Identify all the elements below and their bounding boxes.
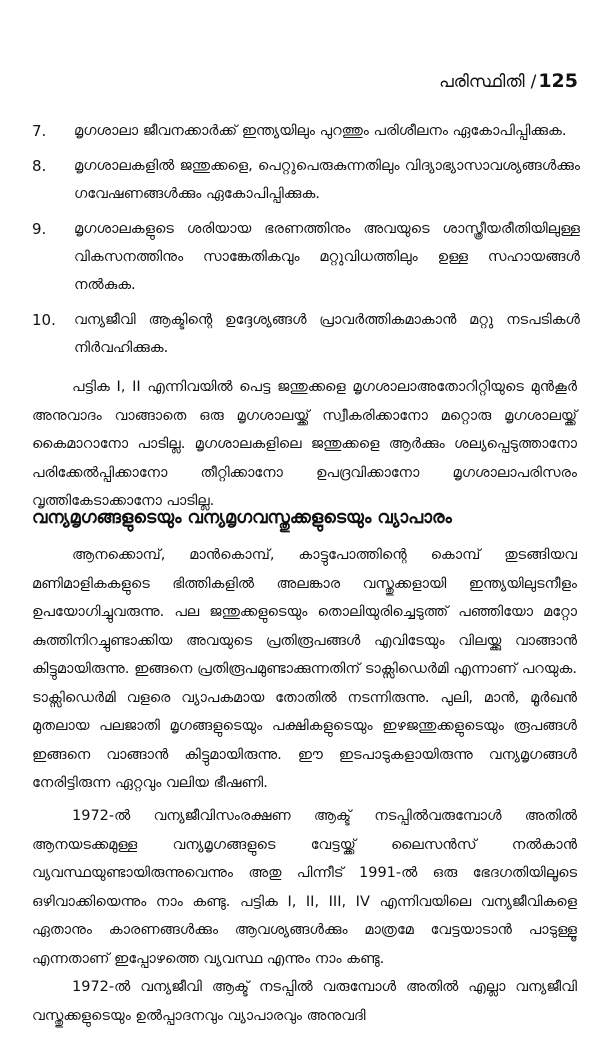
running-header xyxy=(439,70,578,92)
list-item xyxy=(32,152,580,208)
paragraph-taxidermy: ആനക്കൊമ്പ്, മാൻകൊമ്പ്, കാട്ടുപോത്തിന്റെ കൊമ്പ് തുടങ്ങിയവ മണിമാളികകളുടെ ഭിത്തികളിൽ അലങ്കാര വസ്തുക്കളായി ഇന്ത്യയിലുടനീളം ഉപയോഗിച്ചുവരുന്നു. പല ജന്തുക്കളുടെയും തൊലിയുരിച്ചെടുത്ത് പഞ്ഞിയോ മറ്റോ കുത്തിനിറച്ചുണ്ടാക്കിയ അവയുടെ പ്രതിരൂപങ്ങൾ എവിടേയും വിലയ്ക്കു വാങ്ങാൻ കിട്ടുമായിരുന്നു. ഇങ്ങനെ പ്രതിരൂപമുണ്ടാക്കുന്നതിന് ടാക്സിഡെർമി എന്നാണ് പറയുക. ടാക്സിഡെർമി വളരെ വ്യാപകമായ തോതിൽ നടന്നിരുന്നു. പുലി, മാൻ, മൂർഖൻ മുതലായ പലജാതി മൃഗങ്ങളുടെയും പക്ഷികളുടെയും ഇഴജന്തുക്കളുടെയും രൂപങ്ങൾ ഇങ്ങനെ വാങ്ങാൻ കിട്ടുമായിരുന്നു. ഈ ഇടപാടുകളായിരുന്നു വന്യമൃഗങ്ങൾ നേരിട്ടിരുന്ന ഏറ്റവും വലിയ ഭീഷണി. xyxy=(32,547,577,791)
list-item xyxy=(32,215,580,299)
header-separator: / xyxy=(530,72,537,92)
list-item-text: മൃഗശാലകളിൽ ജന്തുക്കളെ, പെറ്റുപെരുകുന്നതിലും വിദ്യാഭ്യാസാവശ്യങ്ങൾക്കും ഗവേഷണങ്ങൾക്കും ഏകോപിപ്പിക്കുക. xyxy=(74,158,580,202)
list-item-number: 10. xyxy=(32,311,56,329)
list-item-text: മൃഗശാലകളുടെ ശരിയായ ഭരണത്തിനും അവയുടെ ശാസ്ത്രീയരീതിയിലുള്ള വികസനത്തിനും സാങ്കേതികവും മറ്റുവിധത്തിലും ഉള്ള സഹായങ്ങൾ നൽകുക. xyxy=(74,221,580,293)
list-item-number: 9. xyxy=(32,220,47,238)
paragraph-hunting-law: 1972-ൽ വന്യജീവിസംരക്ഷണ ആക്ട് നടപ്പിൽവരുമ്പോൾ അതിൽ ആനയടക്കമുള്ള വന്യമൃഗങ്ങളുടെ വേട്ടയ്ക്ക് ലൈസൻസ് നൽകാൻ വ്യവസ്ഥയുണ്ടായിരുന്നുവെന്നും അതു പിന്നീട് 1991-ൽ ഒരു ഭേദഗതിയിലൂടെ ഒഴിവാക്കിയെന്നും നാം കണ്ടു. പട്ടിക I, II, III, IV എന്നിവയിലെ വന്യജീവികളെ ഏതാനും കാരണങ്ങൾക്കും ആവശ്യങ്ങൾക്കും മാത്രമേ വേട്ടയാടാൻ പാടുള്ളൂ എന്നതാണ് ഇപ്പോഴത്തെ വ്യവസ്ഥ എന്നും നാം കണ്ടു. xyxy=(32,808,577,967)
paragraph-zoo-restrictions: പട്ടിക I, II എന്നിവയിൽ പെട്ട ജന്തുക്കളെ മൃഗശാലാഅതോറിറ്റിയുടെ മുൻകൂർ അനുവാദം വാങ്ങാതെ ഒരു മൃഗശാലയ്ക്ക് സ്വീകരിക്കാനോ മറ്റൊരു മൃഗശാലയ്ക്ക് കൈമാറാനോ പാടില്ല. മൃഗശാലകളിലെ ജന്തുക്കളെ ആർക്കും ശല്യപ്പെടുത്താനോ പരിക്കേൽപ്പിക്കാനോ തീറ്റിക്കാനോ ഉപദ്രവിക്കാനോ മൃഗശാലാപരിസരം വൃത്തികേടാക്കാനോ പാടില്ല. xyxy=(32,379,577,509)
list-item-number: 8. xyxy=(32,157,47,175)
section-heading: വന്യമൃഗങ്ങളുടെയും വന്യമൃഗവസ്തുക്കളുടെയും വ്യാപാരം xyxy=(32,508,452,528)
numbered-list xyxy=(32,117,580,369)
list-item xyxy=(32,306,580,362)
paragraph-trade-law: 1972-ൽ വന്യജീവി ആക്ട് നടപ്പിൽ വരുമ്പോൾ അതിൽ എല്ലാ വന്യജീവി വസ്തുക്കളുടെയും ഉൽപ്പാദനവും വ്യാപാരവും അനുവദി xyxy=(32,979,577,1024)
list-item-text: മൃഗശാലാ ജീവനക്കാർക്ക് ഇന്ത്യയിലും പുറത്തും പരിശീലനം ഏകോപിപ്പിക്കുക. xyxy=(74,123,567,139)
list-item-number: 7. xyxy=(32,122,47,140)
page-number: 125 xyxy=(538,70,578,92)
list-item-text: വന്യജീവി ആക്ടിന്റെ ഉദ്ദേശ്യങ്ങൾ പ്രാവർത്തികമാകാൻ മറ്റു നടപടികൾ നിർവഹിക്കുക. xyxy=(74,312,580,356)
list-item xyxy=(32,117,580,145)
chapter-title: പരിസ്ഥിതി xyxy=(439,72,525,92)
